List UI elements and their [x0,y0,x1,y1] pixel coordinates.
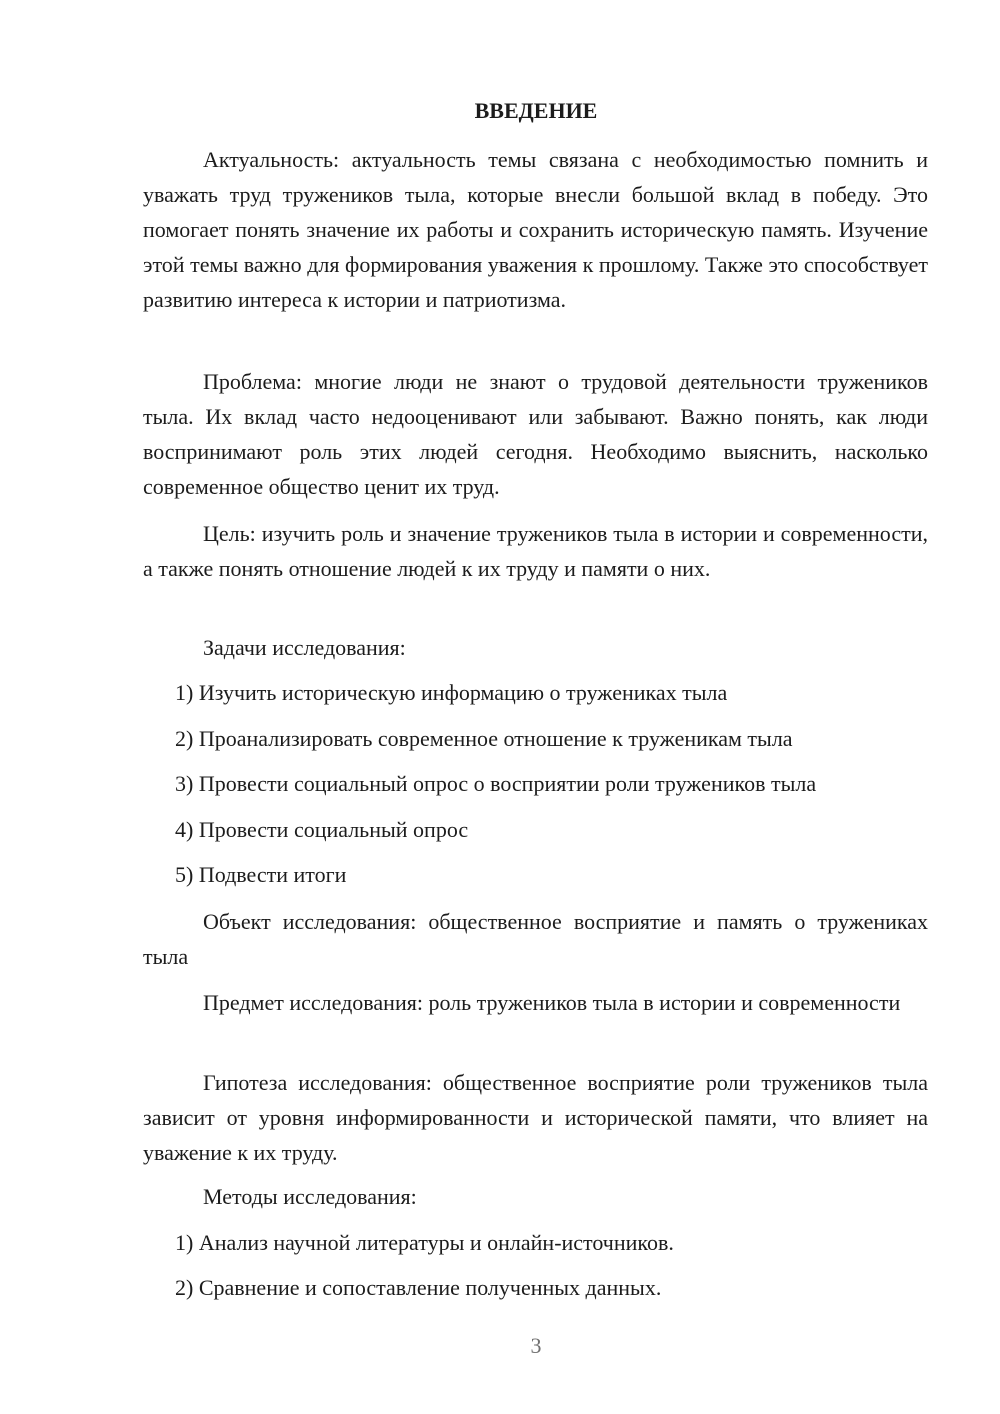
paragraph-subject: Предмет исследования: роль тружеников тыла в истории и современности [203,990,901,1015]
task-item: 5) Подвести итоги [175,862,347,887]
task-item: 4) Провести социальный опрос [175,817,469,842]
paragraph-relevance: Актуальность: актуальность темы связана с необходимостью помнить и уважать труд тружеников тыла, которые внесли большой вклад в победу. Это помогает понять значение их работы и сохранить историческую память. Изучение этой темы важно для формирования уважения к прошлому. Также это способствует развитию интереса к истории и патриотизма. [143,147,928,312]
method-item: 2) Сравнение и сопоставление полученных данных. [175,1275,662,1300]
paragraph-object: Объект исследования: общественное восприятие и память о тружениках тыла [143,909,928,969]
paragraph-problem: Проблема: многие люди не знают о трудовой деятельности тружеников тыла. Их вклад часто недооценивают или забывают. Важно понять, как люди воспринимают роль этих людей сегодня. Необходимо выяснить, насколько современное общество ценит их труд. [143,369,928,499]
task-item: 3) Провести социальный опрос о восприятии роли тружеников тыла [175,771,817,796]
task-item: 2) Проанализировать современное отношение к труженикам тыла [175,726,793,751]
page-title: ВВЕДЕНИЕ [474,98,598,123]
page-number: 3 [530,1333,542,1358]
task-item: 1) Изучить историческую информацию о тружениках тыла [175,680,728,705]
tasks-heading: Задачи исследования: [203,635,406,660]
paragraph-goal: Цель: изучить роль и значение тружеников тыла в истории и современности, а также понять отношение людей к их труду и памяти о них. [143,521,928,581]
methods-heading: Методы исследования: [203,1184,417,1209]
paragraph-hypothesis: Гипотеза исследования: общественное восприятие роли тружеников тыла зависит от уровня информированности и исторической памяти, что влияет на уважение к их труду. [143,1070,928,1165]
method-item: 1) Анализ научной литературы и онлайн-источников. [175,1230,674,1255]
